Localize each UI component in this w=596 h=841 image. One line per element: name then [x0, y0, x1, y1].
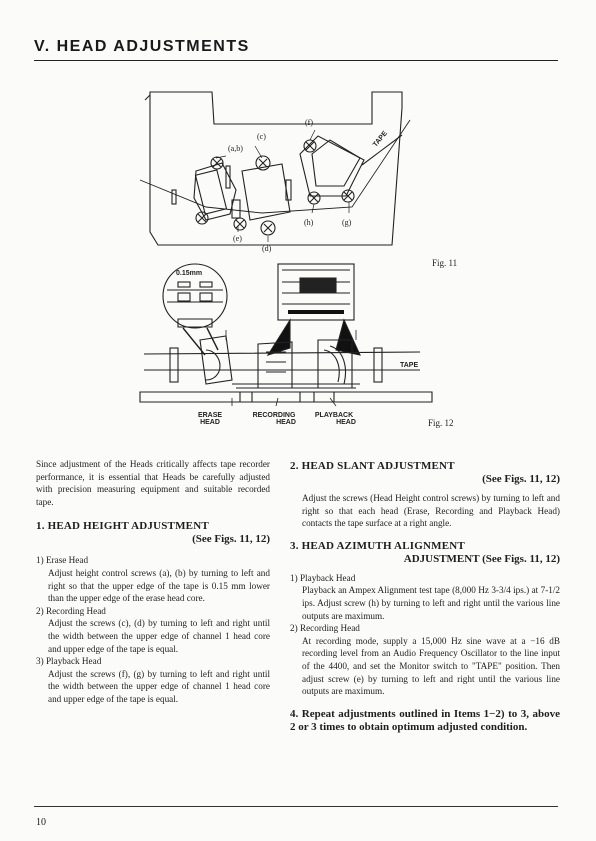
fig11-erase-head [194, 157, 236, 224]
fig11-label-f: (f) [305, 118, 313, 127]
fig12-playback-label: PLAYBACK HEAD [314, 412, 356, 426]
fig11-recording-head [232, 156, 291, 235]
section-1-figref: (See Figs. 11, 12) [192, 533, 270, 546]
fig11-playback-head [300, 136, 364, 204]
page-title: V. HEAD ADJUSTMENTS [34, 38, 250, 55]
fig11-label-g: (g) [342, 218, 352, 227]
footer-rule [34, 806, 558, 807]
fig12-erase-label: ERASE HEAD [197, 412, 223, 426]
list-item: 2) Recording Head Adjust the screws (c), (d) by turning to left and right until the width between the upper edge of channel 1 head core and upper edge of the tape is equal. [36, 605, 270, 654]
section-3-title: 3. HEAD AZIMUTH ALIGNMENT [290, 539, 465, 552]
section-4-text: 4. Repeat adjustments outlined in Items 1−2) to 3, above 2 or 3 times to obtain optimum adjusted condition. [290, 707, 560, 734]
section-2-text: Adjust the screws (Head Height control screws) by turning to left and right so that each head (Erase, Recording and Playback Head) contacts the tape surface at a right angle. [302, 493, 560, 529]
fig11-head-block [140, 92, 410, 245]
right-column [290, 460, 560, 735]
intro-paragraph: Since adjustment of the Heads critically affects tape recorder performance, it is essential that Heads be carefully adjusted with precision measuring equipment and suitable recorded tape. [36, 459, 270, 507]
fig11-label-tape: TAPE [372, 130, 390, 149]
section-1-items [36, 554, 270, 705]
fig12-caption: Fig. 12 [428, 418, 454, 428]
section-2-title: 2. HEAD SLANT ADJUSTMENT [290, 460, 455, 472]
page-number: 10 [36, 817, 46, 828]
fig12-tape-label: TAPE [400, 362, 419, 369]
fig11-label-d: (d) [262, 244, 272, 253]
list-item: 3) Playback Head Adjust the screws (f), (g) by turning to left and right until the width between the upper edge of channel 1 head core and upper edge of the tape is equal. [36, 656, 270, 704]
list-item: 1) Erase Head Adjust height control screws (a), (b) by turning to left and right so that the upper edge of the tape is 0.15 mm lower than the upper edge of the erase head core. [36, 555, 270, 604]
fig12-recording-label: RECORDING HEAD [252, 412, 296, 426]
fig12-assembly [140, 264, 432, 406]
left-column [36, 458, 270, 706]
section-1-title: 1. HEAD HEIGHT ADJUSTMENT [36, 520, 209, 533]
fig11-label-e: (e) [233, 234, 242, 243]
fig11-label-ab: (a,b) [228, 144, 243, 153]
section-2-figref: (See Figs. 11, 12) [482, 473, 560, 485]
fig11-label-h: (h) [304, 218, 314, 227]
list-item: 2) Recording Head At recording mode, supply a 15,000 Hz sine wave at a −16 dB recording level from an Audio Frequency Oscillator to the line input of the 4400, and set the Monitor switch to "TAPE" position. Then adjust screw (e) by turning to left and right until the various line outputs are maximum. [290, 623, 560, 697]
list-item: 1) Playback Head Playback an Ampex Alignment test tape (8,000 Hz 3-3/4 ips.) at 7-1/2 ips. Adjust screw (h) by turning to left and right until the various line outputs are maximum. [290, 572, 560, 621]
section-3-title-cont: ADJUSTMENT (See Figs. 11, 12) [403, 552, 560, 565]
fig12-gap-label: 0.15mm [176, 270, 203, 277]
fig11-caption: Fig. 11 [432, 258, 458, 268]
fig11-label-c: (c) [257, 132, 266, 141]
section-3-items [290, 572, 560, 698]
